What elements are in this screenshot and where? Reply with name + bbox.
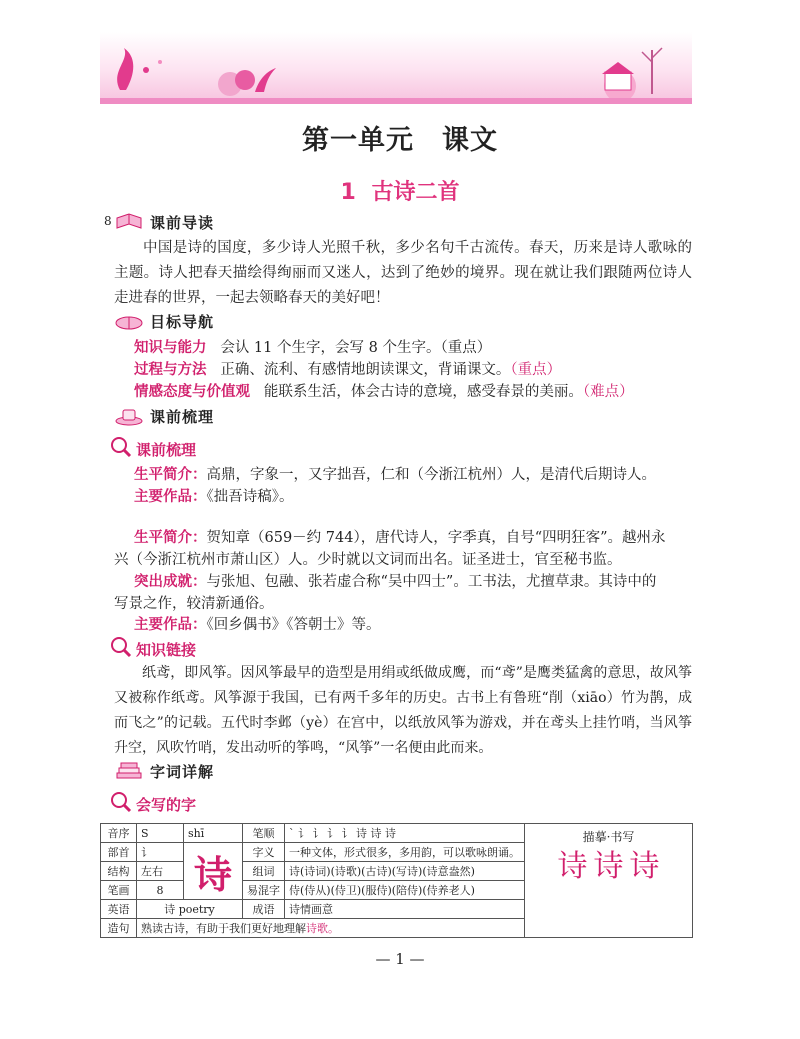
field-value: 高鼎，字象一，又字拙吾，仁和（今浙江杭州）人，是清代后期诗人。 [206,467,656,483]
practice-char: 诗 [593,849,624,884]
goal-label: 知识与能力 [134,340,207,356]
lesson-title [0,175,800,206]
goal-row [134,381,634,403]
field-label: 生平简介： [134,467,207,483]
goal-text: 能联系生活，体会古诗的意境，感受春景的美丽。 [263,384,583,400]
cell-header: 组词 [243,862,285,881]
sentence-highlight: 诗歌。 [306,922,339,935]
practice-chars [529,849,688,885]
goal-label: 过程与方法 [134,362,207,378]
cell-header: 字义 [243,843,285,862]
author1-bio [134,464,656,486]
practice-char: 诗 [629,849,660,884]
field-value: 《拙吾诗稿》。 [206,489,294,505]
cell-pinyin: shī [184,824,243,843]
unit-title: 第一单元 课文 [302,125,498,156]
subsection-label: 会写的字 [136,795,197,814]
field-label: 主要作品： [134,489,207,505]
goal-row [134,359,561,381]
cell-header: 造句 [101,919,137,938]
practice-label: 描摹·书写 [582,830,635,844]
practice-area [525,824,693,938]
header-banner [100,32,692,102]
section-label: 课前导读 [150,213,215,232]
magnifier-icon [110,436,132,462]
cell-header: 成语 [243,900,285,919]
cell-value: S [137,824,184,843]
cell-header: 易混字 [243,881,285,900]
subsection-label: 知识链接 [136,640,197,659]
author2-bio-cont: 兴（今浙江杭州市萧山区）人。少时就以文词而出名。证圣进士，官至秘书监。 [114,552,622,568]
book-icon [114,212,144,232]
goal-tag: （重点） [510,362,562,378]
author1-works [134,486,294,508]
cell-value: 诗情画意 [285,900,525,919]
lesson-number: 1 [340,180,356,205]
char-table [100,823,693,938]
magnifier-icon [110,791,132,817]
magnifier-icon [110,636,132,662]
cell-header: 笔画 [101,881,137,900]
section-review [114,405,214,427]
section-words [114,760,214,782]
author2-works [134,614,381,636]
section-label: 目标导航 [150,312,215,331]
cup-icon [114,406,144,426]
cell-value: 一种文体，形式很多，多用韵，可以歌咏朗诵。 [285,843,525,862]
section-goals [114,310,214,332]
field-value: 《回乡偶书》《答朝士》等。 [206,617,381,633]
subsection-label: 课前梳理 [136,440,197,459]
field-label: 生平简介： [134,530,207,546]
cell-value: 侍(侍从)(侍卫)(服侍)(陪侍)(侍养老人) [285,881,525,900]
field-value: 贺知章（659－约 744），唐代诗人，字季真，自号“四明狂客”。越州永 [206,530,666,546]
cell-value: 讠 [137,843,184,862]
author2-bio [134,527,666,549]
side-number: 8 [104,214,112,228]
preview-paragraph: 中国是诗的国度，多少诗人光照千秋，多少名句千古流传。春天，历来是诗人歌咏的主题。诗人把春天描绘得绚丽而又迷人，达到了绝妙的境界。现在就让我们跟随两位诗人走进春的世界，一起去领略春天的美好吧！ [114,240,692,306]
banner-decoration-icon [100,32,692,102]
link-paragraph: 纸鸢，即风筝。因风筝最早的造型是用绢或纸做成鹰，而“鸢”是鹰类猛禽的意思，故风筝又被称作纸鸢。风筝源于我国，已有两千多年的历史。古书上有鲁班“削（xiāo）竹为鹊，成而飞之”的记载。五代时李邺（yè）在宫中，以纸放风筝为游戏，并在鸢头上挂竹哨，当风筝升空，风吹竹哨，发出动听的筝鸣，“风筝”一名便由此而来。 [114,665,692,756]
practice-char: 诗 [557,849,588,884]
banner-bar [100,98,692,104]
cell-value: 诗(诗词)(诗歌)(古诗)(写诗)(诗意盎然) [285,862,525,881]
lesson-name: 古诗二首 [371,180,460,205]
goal-row [134,337,491,359]
section-preview [114,211,214,233]
cell-sentence [137,919,525,938]
books-icon [114,761,144,781]
cell-header: 部首 [101,843,137,862]
author2-achieve [134,571,656,593]
field-label: 突出成就： [134,574,207,590]
cell-value: ˋ 讠 讠 讠 讠 诗 诗 诗 [285,824,525,843]
section-label: 课前梳理 [150,407,215,426]
subsection-review [110,437,196,461]
goal-label: 情感态度与价值观 [134,384,250,400]
big-character: 诗 [184,843,243,900]
cell-value: 左右 [137,862,184,881]
cell-header: 笔顺 [243,824,285,843]
section-label: 字词详解 [150,762,215,781]
cell-value: 8 [137,881,184,900]
book-icon [114,311,144,331]
goal-text: 会认 11 个生字，会写 8 个生字。（重点） [220,340,492,356]
goal-text: 正确、流利、有感情地朗读课文，背诵课文。 [220,362,511,378]
sentence-text: 熟读古诗，有助于我们更好地理解 [141,922,306,935]
cell-header: 结构 [101,862,137,881]
subsection-write [110,792,196,816]
cell-header: 音序 [101,824,137,843]
page-number: — 1 — [375,950,425,968]
subsection-link [110,637,196,661]
field-value: 与张旭、包融、张若虚合称“吴中四士”。工书法，尤擅草隶。其诗中的 [206,574,657,590]
field-label: 主要作品： [134,617,207,633]
goal-tag: （难点） [582,384,634,400]
cell-value: 诗 poetry [137,900,243,919]
cell-header: 英语 [101,900,137,919]
author2-achieve-cont: 写景之作，较清新通俗。 [114,596,274,612]
